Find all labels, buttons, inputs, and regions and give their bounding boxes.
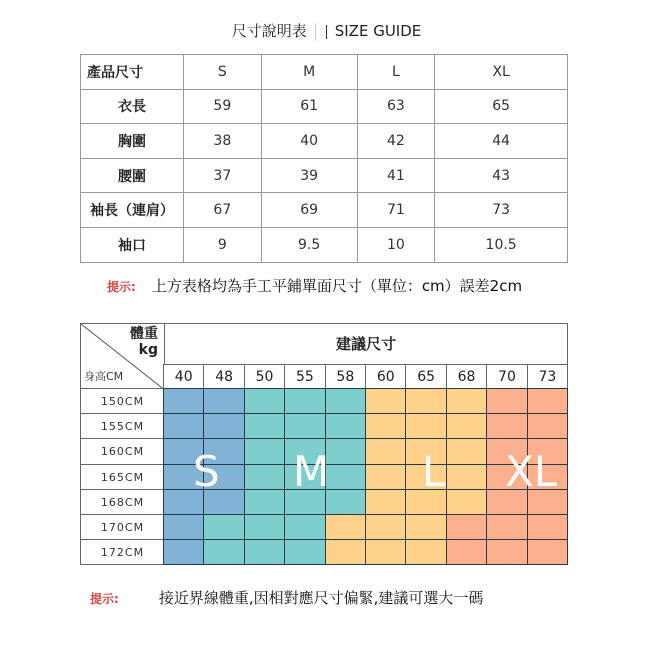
size-cell-s	[163, 539, 204, 565]
size-cell-m	[325, 413, 366, 439]
size-cell-l	[405, 539, 446, 565]
size-cell-l	[365, 514, 406, 540]
size-cell-l	[325, 514, 366, 540]
height-column	[80, 389, 165, 565]
size-cell-m	[325, 489, 366, 515]
cell: 41	[357, 158, 435, 193]
table-row	[81, 227, 568, 262]
cell: 44	[435, 124, 568, 159]
recommendation-grid	[80, 323, 568, 573]
cell: 42	[357, 124, 435, 159]
cell: 43	[435, 158, 568, 193]
size-cell-m	[244, 539, 285, 565]
size-cell-m	[284, 388, 325, 414]
cell: 40	[261, 124, 357, 159]
page-title	[0, 20, 653, 41]
weight-cell: 55	[284, 364, 325, 390]
weight-cell: 73	[527, 364, 568, 390]
note-text: 接近界線體重,因相對應尺寸偏緊,建議可選大一碼	[158, 589, 484, 607]
size-label-m: M	[293, 447, 330, 496]
cell: 39	[261, 158, 357, 193]
cell: 63	[357, 89, 435, 124]
size-cell-xl	[486, 388, 527, 414]
weight-cell: 48	[203, 364, 244, 390]
header-cell: 產品尺寸	[81, 55, 184, 90]
size-cell-s	[203, 413, 244, 439]
weight-cell: 60	[365, 364, 406, 390]
size-cell-xl	[527, 388, 568, 414]
size-cell-m	[244, 489, 285, 515]
size-cell-m	[325, 464, 366, 490]
size-cell-xl	[486, 514, 527, 540]
size-cell-xl	[527, 413, 568, 439]
size-cell-xl	[486, 539, 527, 565]
size-cell-l	[365, 388, 406, 414]
cell: 65	[435, 89, 568, 124]
size-label-xl: XL	[505, 447, 558, 496]
cell: 61	[261, 89, 357, 124]
size-table-header	[81, 55, 568, 90]
size-cell-m	[244, 388, 285, 414]
size-cell-m	[244, 514, 285, 540]
weight-unit: kg	[138, 342, 158, 358]
title-zh: 尺寸說明表	[231, 22, 307, 40]
height-cell: 150CM	[80, 388, 165, 414]
note-tip-label: 提示:	[107, 280, 136, 294]
weight-cell: 40	[163, 364, 204, 390]
cell: 10	[357, 227, 435, 262]
grid-row	[164, 514, 568, 540]
size-advice-note	[90, 587, 483, 608]
size-cell-m	[244, 464, 285, 490]
corner-cell	[80, 323, 165, 390]
cell: 37	[184, 158, 262, 193]
size-cell-xl	[527, 539, 568, 565]
table-row	[81, 89, 568, 124]
size-cell-m	[284, 514, 325, 540]
size-cell-l	[405, 413, 446, 439]
corner-height: 身高CM	[84, 370, 124, 383]
cell: 71	[357, 193, 435, 228]
size-cell-s	[203, 388, 244, 414]
size-table	[80, 54, 568, 263]
corner-weight	[130, 326, 158, 358]
row-label: 袖口	[81, 227, 184, 262]
size-cell-l	[446, 489, 487, 515]
size-cell-xl	[446, 539, 487, 565]
weight-cell: 50	[244, 364, 285, 390]
weight-cell: 58	[325, 364, 366, 390]
cell: 73	[435, 193, 568, 228]
size-cell-m	[203, 539, 244, 565]
table-row	[81, 158, 568, 193]
height-cell: 165CM	[80, 464, 165, 490]
cell: 59	[184, 89, 262, 124]
row-label: 衣長	[81, 89, 184, 124]
weight-cell: 68	[446, 364, 487, 390]
size-cell-l	[325, 539, 366, 565]
recommend-header: 建議尺寸	[164, 323, 568, 365]
size-cell-m	[284, 413, 325, 439]
height-cell: 172CM	[80, 539, 165, 565]
note-text: 上方表格均為手工平鋪單面尺寸（單位：cm）誤差2cm	[151, 277, 523, 295]
weight-cell: 70	[486, 364, 527, 390]
table-row	[81, 193, 568, 228]
size-cell-xl	[446, 514, 487, 540]
size-label-s: S	[193, 447, 220, 496]
size-cell-l	[405, 388, 446, 414]
row-label: 腰圍	[81, 158, 184, 193]
size-cell-l	[365, 464, 406, 490]
height-cell: 160CM	[80, 438, 165, 464]
title-en: SIZE GUIDE	[334, 22, 422, 40]
weight-row	[164, 364, 568, 390]
cell: 10.5	[435, 227, 568, 262]
size-cell-m	[325, 388, 366, 414]
size-cell-s	[163, 514, 204, 540]
size-cell-xl	[527, 514, 568, 540]
grid-row	[164, 413, 568, 439]
height-cell: 155CM	[80, 413, 165, 439]
measurement-note	[107, 275, 522, 296]
header-cell: XL	[435, 55, 568, 90]
height-cell: 168CM	[80, 489, 165, 515]
size-cell-s	[163, 388, 204, 414]
divider-bar	[326, 25, 327, 39]
size-cell-l	[446, 464, 487, 490]
cell: 38	[184, 124, 262, 159]
table-row	[81, 124, 568, 159]
cell: 67	[184, 193, 262, 228]
size-cell-s	[163, 413, 204, 439]
size-cell-m	[203, 514, 244, 540]
size-cell-l	[365, 413, 406, 439]
size-cell-l	[405, 514, 446, 540]
size-cell-l	[365, 539, 406, 565]
weight-label: 體重	[130, 326, 158, 342]
size-label-l: L	[422, 447, 446, 496]
header-cell: S	[184, 55, 262, 90]
cell: 9.5	[261, 227, 357, 262]
grid-row	[164, 388, 568, 414]
weight-cell: 65	[405, 364, 446, 390]
divider	[315, 23, 316, 41]
height-cell: 170CM	[80, 514, 165, 540]
size-cell-l	[446, 438, 487, 464]
size-cell-m	[244, 438, 285, 464]
size-cell-xl	[486, 413, 527, 439]
row-label: 胸圍	[81, 124, 184, 159]
header-cell: L	[357, 55, 435, 90]
size-cell-l	[446, 413, 487, 439]
grid-row	[164, 539, 568, 565]
cell: 69	[261, 193, 357, 228]
size-cell-l	[446, 388, 487, 414]
size-cell-l	[365, 489, 406, 515]
size-cell-m	[325, 438, 366, 464]
header-cell: M	[261, 55, 357, 90]
note-tip-label: 提示:	[90, 592, 119, 606]
size-cell-m	[284, 539, 325, 565]
size-cell-l	[365, 438, 406, 464]
cell: 9	[184, 227, 262, 262]
size-cell-m	[244, 413, 285, 439]
row-label: 袖長（連肩）	[81, 193, 184, 228]
